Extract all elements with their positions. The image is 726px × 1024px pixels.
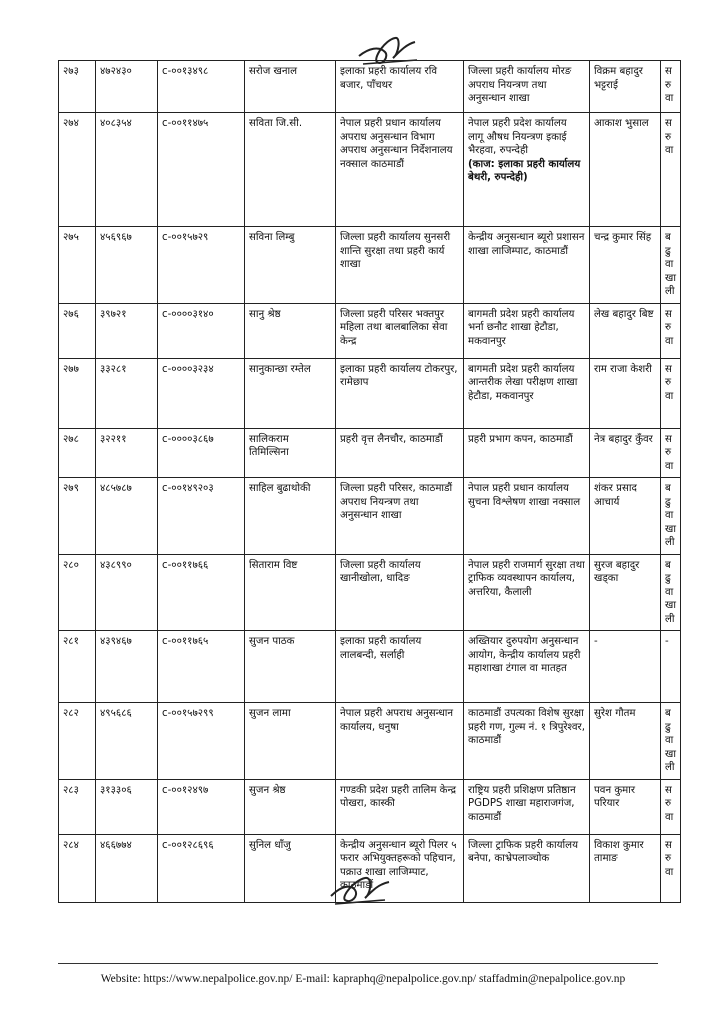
table-row xyxy=(59,703,681,780)
sn-text: २७७ xyxy=(63,363,79,375)
cell-code xyxy=(158,227,245,304)
ref-text: चन्द्र कुमार सिंह xyxy=(594,232,652,243)
ref-text: लेख बहादुर बिष्ट xyxy=(594,308,654,320)
cell-remark xyxy=(661,358,681,428)
cell-from xyxy=(336,703,464,780)
cell-from xyxy=(336,227,464,304)
cell-id xyxy=(96,61,158,113)
from-text: जिल्ला प्रहरी परिसर, काठमाडौं अपराध नियन्त्रण तथा अनुसन्धान शाखा xyxy=(340,483,453,521)
cell-remark xyxy=(661,834,681,902)
id-text: ३३२८१ xyxy=(100,363,127,375)
cell-from xyxy=(336,554,464,631)
cell-sn xyxy=(59,303,96,358)
code-text: c-००११७६६ xyxy=(162,559,209,571)
cell-to xyxy=(464,227,590,304)
table-row xyxy=(59,227,681,304)
to-text: केन्द्रीय अनुसन्धान ब्यूरो प्रशासन शाखा लाजिम्पाट, काठमाडौं xyxy=(468,232,585,257)
cell-id xyxy=(96,703,158,780)
footer-contact: Website: https://www.nepalpolice.gov.np/ E-mail: kapraphq@nepalpolice.gov.np/ staffadmin@nepalpolice.gov.np xyxy=(100,973,626,985)
cell-to xyxy=(464,631,590,703)
cell-id xyxy=(96,779,158,834)
cell-code xyxy=(158,779,245,834)
code-text: c-००१२४९७ xyxy=(162,784,209,796)
cell-name xyxy=(245,703,336,780)
cell-id xyxy=(96,227,158,304)
cell-ref xyxy=(590,113,661,227)
cell-remark xyxy=(661,61,681,113)
to-text: बागमती प्रदेश प्रहरी कार्यालय आन्तरीक लेखा परीक्षण शाखा हेटौडा, मकवानपुर xyxy=(468,363,578,402)
name-text: सुनिल धाँजु xyxy=(249,839,291,851)
cell-sn xyxy=(59,358,96,428)
cell-to xyxy=(464,61,590,113)
cell-sn xyxy=(59,834,96,902)
name-text: सिताराम विष्ट xyxy=(249,559,298,571)
code-text: c-००११७६५ xyxy=(162,636,209,647)
remark-text: सरुवा xyxy=(665,308,674,347)
code-text: c-००१२८६९६ xyxy=(162,839,214,851)
table-row xyxy=(59,478,681,555)
cell-sn xyxy=(59,227,96,304)
to-text: अख्तियार दुरुपयोग अनुसन्धान आयोग, केन्द्रीय कार्यालय प्रहरी महाशाखा टंगाल वा मातहत xyxy=(468,636,581,674)
cell-from xyxy=(336,113,464,227)
cell-name xyxy=(245,113,336,227)
table-row xyxy=(59,554,681,631)
sn-text: २७६ xyxy=(63,308,79,320)
cell-id xyxy=(96,478,158,555)
cell-name xyxy=(245,631,336,703)
ref-text: राम राजा केशरी xyxy=(594,363,652,375)
sn-text: २८२ xyxy=(63,708,79,719)
id-text: ४६६७७४ xyxy=(100,839,132,851)
ref-text: विकाश कुमार तामाङ xyxy=(594,839,644,864)
cell-ref xyxy=(590,834,661,902)
name-text: सरोज खनाल xyxy=(249,66,298,77)
cell-name xyxy=(245,478,336,555)
to-text: नेपाल प्रहरी प्रधान कार्यालय सुचना विश्लेषण शाखा नक्साल xyxy=(468,483,581,508)
cell-sn xyxy=(59,478,96,555)
cell-remark xyxy=(661,779,681,834)
to-text: बागमती प्रदेश प्रहरी कार्यालय भर्ना छनौट शाखा हेटौडा, मकवानपुर xyxy=(468,308,575,347)
cell-from xyxy=(336,428,464,478)
code-text: c-००१५७२९९ xyxy=(162,708,214,719)
remark-text: सरुवा xyxy=(665,363,674,402)
cell-to xyxy=(464,478,590,555)
signature-bottom xyxy=(325,868,395,910)
remark-text: सरुवा xyxy=(665,784,674,823)
cell-from xyxy=(336,303,464,358)
cell-to xyxy=(464,358,590,428)
to-text: प्रहरी प्रभाग कपन, काठमाडौं xyxy=(468,433,573,445)
cell-from xyxy=(336,779,464,834)
id-text: ३१३३०६ xyxy=(100,784,132,796)
sn-text: २७९ xyxy=(63,483,79,494)
table-row xyxy=(59,358,681,428)
cell-name xyxy=(245,61,336,113)
code-text: c-००००३२३४ xyxy=(162,363,214,375)
footer-divider xyxy=(58,963,658,964)
ref-text: आकाश भुसाल xyxy=(594,118,649,129)
cell-code xyxy=(158,428,245,478)
sn-text: २८४ xyxy=(63,839,79,851)
from-text: गण्डकी प्रदेश प्रहरी तालिम केन्द्र पोखरा, कास्की xyxy=(340,784,457,809)
name-text: सानुकान्छा रम्तेल xyxy=(249,363,311,375)
remark-text: - xyxy=(665,636,669,647)
cell-code xyxy=(158,631,245,703)
cell-code xyxy=(158,61,245,113)
cell-id xyxy=(96,631,158,703)
ref-text: सुरज बहादुर खड्का xyxy=(594,559,640,584)
from-text: इलाका प्रहरी कार्यालय लालबन्दी, सर्लाही xyxy=(340,636,422,661)
cell-ref xyxy=(590,428,661,478)
cell-to xyxy=(464,113,590,227)
cell-sn xyxy=(59,554,96,631)
cell-to xyxy=(464,428,590,478)
cell-code xyxy=(158,358,245,428)
from-text: जिल्ला प्रहरी परिसर भक्तपुर महिला तथा बालबालिका सेवा केन्द्र xyxy=(340,308,448,347)
name-text: सविना लिम्बु xyxy=(249,232,295,243)
cell-to xyxy=(464,703,590,780)
cell-remark xyxy=(661,703,681,780)
ref-text: सुरेश गौतम xyxy=(594,708,636,719)
from-text: नेपाल प्रहरी अपराध अनुसन्धान कार्यालय, धनुषा xyxy=(340,708,454,733)
cell-sn xyxy=(59,631,96,703)
ref-text: नेत्र बहादुर कुँवर xyxy=(594,433,653,445)
cell-sn xyxy=(59,428,96,478)
table-row xyxy=(59,303,681,358)
cell-name xyxy=(245,554,336,631)
from-text: जिल्ला प्रहरी कार्यालय खानीखोला, धादिङ xyxy=(340,559,421,584)
name-text: सविता जि.सी. xyxy=(249,118,303,129)
cell-to xyxy=(464,554,590,631)
cell-id xyxy=(96,834,158,902)
sn-text: २७८ xyxy=(63,433,79,445)
name-text: सुजन श्रेष्ठ xyxy=(249,784,286,796)
id-text: ३९७२१ xyxy=(100,308,127,320)
sn-text: २८३ xyxy=(63,784,79,796)
cell-ref xyxy=(590,303,661,358)
table-row xyxy=(59,113,681,227)
cell-id xyxy=(96,303,158,358)
id-text: ४०८३५४ xyxy=(100,118,132,129)
from-text: केन्द्रीय अनुसन्धान ब्यूरो पिलर ५ फरार अभियुक्तहरूको पहिचान, पक्राउ शाखा लाजिम्पाट, काठमाडौं xyxy=(340,839,457,891)
id-text: ४३९४६७ xyxy=(100,636,132,647)
ref-text: पवन कुमार परियार xyxy=(594,784,636,809)
transfer-table xyxy=(58,60,681,903)
ref-text: विक्रम बहादुर भट्टराई xyxy=(594,66,643,91)
from-text: इलाका प्रहरी कार्यालय रवि बजार, पाँचथर xyxy=(340,66,438,91)
cell-remark xyxy=(661,227,681,304)
cell-remark xyxy=(661,478,681,555)
name-text: सुजन लामा xyxy=(249,708,291,719)
cell-code xyxy=(158,703,245,780)
cell-code xyxy=(158,113,245,227)
code-text: c-००००३८६७ xyxy=(162,433,214,445)
to-text: राष्ट्रिय प्रहरी प्रशिक्षण प्रतिष्ठान PGDPS शाखा महाराजगंज, काठमाडौं xyxy=(468,784,576,823)
cell-name xyxy=(245,428,336,478)
to-text: जिल्ला ट्राफिक प्रहरी कार्यालय बनेपा, काभ्रेपलाञ्चोक xyxy=(468,839,578,864)
cell-sn xyxy=(59,113,96,227)
cell-remark xyxy=(661,631,681,703)
code-text: c-००११४७५ xyxy=(162,118,209,129)
from-text: नेपाल प्रहरी प्रधान कार्यालय अपराध अनुसन्धान विभाग अपराध अनुसन्धान निर्देशनालय नक्साल काठमाडौं xyxy=(340,118,453,170)
remark-text: बढुवा खाली xyxy=(665,559,676,625)
cell-sn xyxy=(59,779,96,834)
to-text: काठमाडौं उपत्यका विशेष सुरक्षा प्रहरी गण, गुल्म नं. १ त्रिपुरेश्वर, काठमाडौं xyxy=(468,708,585,746)
remark-text: बढुवा खाली xyxy=(665,708,676,773)
cell-from xyxy=(336,478,464,555)
cell-code xyxy=(158,834,245,902)
cell-id xyxy=(96,113,158,227)
from-text: प्रहरी वृत्त लैनचौर, काठमाडौं xyxy=(340,433,443,445)
cell-remark xyxy=(661,303,681,358)
from-text: इलाका प्रहरी कार्यालय टोकरपुर, रामेछाप xyxy=(340,363,458,388)
cell-ref xyxy=(590,227,661,304)
remark-text: बढुवा खाली xyxy=(665,483,676,548)
cell-sn xyxy=(59,703,96,780)
to-text: नेपाल प्रहरी राजमार्ग सुरक्षा तथा ट्राफिक व्यवस्थापन कार्यालय, अत्तरिया, कैलाली xyxy=(468,559,585,598)
sn-text: २८१ xyxy=(63,636,79,647)
sn-text: २७३ xyxy=(63,66,79,77)
sn-text: २८० xyxy=(63,559,79,571)
to-text: जिल्ला प्रहरी कार्यालय मोरङ अपराध नियन्त्रण तथा अनुसन्धान शाखा xyxy=(468,66,572,104)
table-row xyxy=(59,428,681,478)
remark-text: सरुवा xyxy=(665,66,674,104)
remark-text: बढुवा खाली xyxy=(665,232,676,297)
cell-ref xyxy=(590,61,661,113)
name-text: सानु श्रेष्ठ xyxy=(249,308,281,320)
cell-ref xyxy=(590,554,661,631)
ref-text: शंकर प्रसाद आचार्य xyxy=(594,483,637,508)
cell-name xyxy=(245,358,336,428)
table-row xyxy=(59,631,681,703)
remark-text: सरुवा xyxy=(665,839,674,878)
cell-to xyxy=(464,779,590,834)
ref-text: - xyxy=(594,636,598,647)
cell-code xyxy=(158,303,245,358)
cell-from xyxy=(336,631,464,703)
code-text: c-००००३१४० xyxy=(162,308,214,320)
cell-remark xyxy=(661,113,681,227)
id-text: ३२२११ xyxy=(100,433,127,445)
to-text: नेपाल प्रहरी प्रदेश कार्यालय लागू औषध नियन्त्रण इकाई भैरहवा, रुपन्देही xyxy=(468,118,567,156)
cell-code xyxy=(158,478,245,555)
cell-ref xyxy=(590,631,661,703)
cell-ref xyxy=(590,779,661,834)
remark-text: सरुवा xyxy=(665,433,674,472)
cell-from xyxy=(336,358,464,428)
code-text: c-००१५७२९ xyxy=(162,232,209,243)
cell-name xyxy=(245,779,336,834)
cell-id xyxy=(96,554,158,631)
cell-to xyxy=(464,303,590,358)
id-text: ४८५७८७ xyxy=(100,483,132,494)
code-text: c-००१३४९८ xyxy=(162,66,209,77)
cell-from xyxy=(336,61,464,113)
code-text: c-००१४९२०३ xyxy=(162,483,214,494)
cell-name xyxy=(245,303,336,358)
remark-text: सरुवा xyxy=(665,118,674,156)
cell-name xyxy=(245,227,336,304)
cell-ref xyxy=(590,478,661,555)
to-extra-text: (काज: इलाका प्रहरी कार्यालय बेथरी, रुपन्देही) xyxy=(468,158,581,183)
sn-text: २७४ xyxy=(63,118,79,129)
cell-id xyxy=(96,428,158,478)
table-row xyxy=(59,779,681,834)
name-text: सुजन पाठक xyxy=(249,636,295,647)
from-text: जिल्ला प्रहरी कार्यालय सुनसरी शान्ति सुरक्षा तथा प्रहरी कार्य शाखा xyxy=(340,232,451,270)
id-text: ४३८९९० xyxy=(100,559,132,571)
cell-ref xyxy=(590,358,661,428)
cell-code xyxy=(158,554,245,631)
name-text: सालिकराम तिमिल्सिना xyxy=(249,433,289,458)
cell-ref xyxy=(590,703,661,780)
cell-name xyxy=(245,834,336,902)
cell-to xyxy=(464,834,590,902)
sn-text: २७५ xyxy=(63,232,79,243)
id-text: ४७२४३० xyxy=(100,66,132,77)
name-text: साहिल बुढाथोकी xyxy=(249,483,311,494)
id-text: ४९५६८६ xyxy=(100,708,132,719)
cell-id xyxy=(96,358,158,428)
id-text: ४५६९६७ xyxy=(100,232,132,243)
cell-remark xyxy=(661,428,681,478)
cell-remark xyxy=(661,554,681,631)
table-row xyxy=(59,61,681,113)
cell-sn xyxy=(59,61,96,113)
